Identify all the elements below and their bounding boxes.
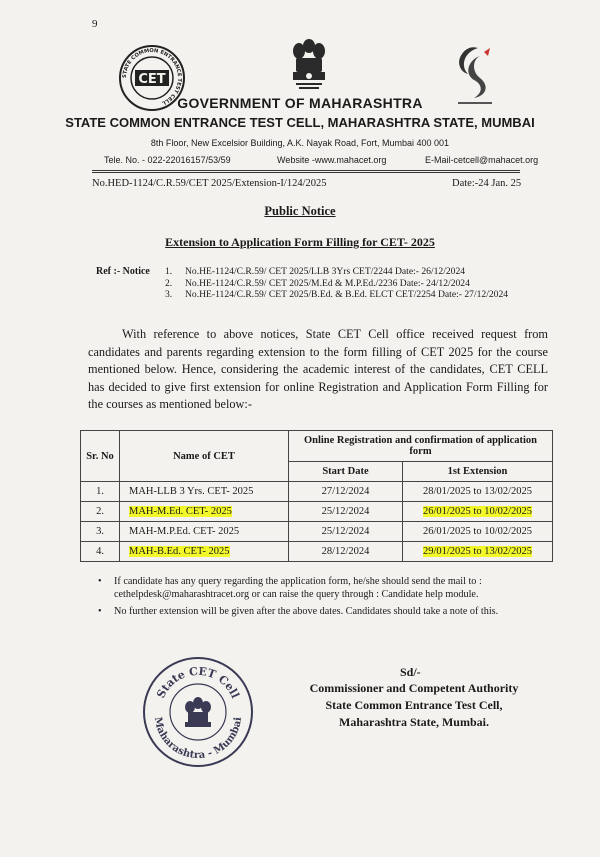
- table-row: 4. MAH-B.Ed. CET- 2025 28/12/2024 29/01/2025 to 13/02/2025: [81, 542, 553, 562]
- official-stamp-icon: [141, 655, 255, 769]
- government-heading: GOVERNMENT OF MAHARASHTRA: [177, 95, 423, 111]
- header-sr: Sr. No: [81, 431, 120, 482]
- signatory-line: Maharashtra State, Mumbai.: [339, 715, 489, 729]
- highlighted-name: MAH-B.Ed. CET- 2025: [129, 546, 230, 557]
- telephone: Tele. No. - 022-22016157/53/59: [104, 155, 231, 165]
- notice-title: Public Notice: [264, 204, 336, 218]
- table-row: 2. MAH-M.Ed. CET- 2025 25/12/2024 26/01/2025 to 10/02/2025: [81, 502, 553, 522]
- extension-table: [80, 430, 553, 562]
- national-emblem-icon: [288, 36, 330, 94]
- bullet-icon: •: [98, 606, 102, 617]
- header-divider: [92, 170, 520, 171]
- body-paragraph: With reference to above notices, State CET Cell office received request from candidates and parents regarding extension to the form filling of CET 2025 for the course mentioned below. Hence, considering the academic interest of the candidates, CET CELL has decided to give first extension for online Registration and Application Form Filling for the courses as mentioned below:-: [88, 327, 548, 411]
- cell-heading: STATE COMMON ENTRANCE TEST CELL, MAHARASHTRA STATE, MUMBAI: [65, 115, 535, 130]
- svg-text:State CET Cell: State CET Cell: [154, 664, 242, 701]
- signatory-line: State Common Entrance Test Cell,: [325, 698, 503, 712]
- signature-mark: Sd/-: [400, 665, 421, 679]
- highlighted-name: MAH-M.Ed. CET- 2025: [129, 506, 232, 517]
- logo-ring-text: STATE COMMON ENTRANCE TEST CELL: [121, 47, 183, 106]
- reference-number: No.HED-1124/C.R.59/CET 2025/Extension-I/124/2025: [92, 178, 327, 189]
- svg-text:Maharashtra - Mumbai: Maharashtra - Mumbai: [151, 716, 244, 762]
- signatory-block: [280, 680, 548, 731]
- logo-text: CET: [138, 72, 166, 87]
- website: Website -www.mahacet.org: [277, 155, 387, 165]
- bullet-icon: •: [98, 576, 102, 587]
- header-first-extension: 1st Extension: [403, 462, 553, 482]
- notice-subtitle: Extension to Application Form Filling for CET- 2025: [165, 235, 435, 249]
- signatory-line: Commissioner and Competent Authority: [309, 681, 519, 695]
- reference-list: [165, 266, 545, 301]
- bullet-list: [98, 575, 550, 622]
- page-number: 9: [92, 18, 98, 30]
- notice-date: Date:-24 Jan. 25: [452, 178, 522, 189]
- highlighted-extension: 26/01/2025 to 10/02/2025: [422, 506, 533, 517]
- header-group: Online Registration and confirmation of application form: [289, 431, 553, 462]
- email: E-Mail-cetcell@mahacet.org: [425, 155, 539, 165]
- bullet-item: • If candidate has any query regarding the application form, he/she should send the mail to : cethelpdesk@maharashtracet.org or can raise the query through : Candidate help module.: [98, 576, 482, 600]
- bullet-item: • No further extension will be given after the above dates. Candidates should take a note of this.: [98, 606, 499, 617]
- table-row: 3. MAH-M.P.Ed. CET- 2025 25/12/2024 26/01/2025 to 10/02/2025: [81, 522, 553, 542]
- table-row: 1. MAH-LLB 3 Yrs. CET- 2025 27/12/2024 28/01/2025 to 13/02/2025: [81, 482, 553, 502]
- header-start-date: Start Date: [289, 462, 403, 482]
- highlighted-extension: 29/01/2025 to 13/02/2025: [422, 546, 533, 557]
- header-name: Name of CET: [120, 431, 289, 482]
- ref-label: Ref :- Notice: [96, 266, 150, 277]
- header-divider-2: [92, 172, 520, 173]
- address: 8th Floor, New Excelsior Building, A.K. Nayak Road, Fort, Mumbai 400 001: [150, 138, 450, 148]
- ref-item: 1. No.HE-1124/C.R.59/ CET 2025/LLB 3Yrs CET/2244 Date:- 26/12/2024: [165, 266, 466, 277]
- ref-item: 2. No.HE-1124/C.R.59/ CET 2025/M.Ed & M.P.Ed./2236 Date:- 24/12/2024: [165, 277, 470, 289]
- ref-item: 3. No.HE-1124/C.R.59/ CET 2025/B.Ed. & B.Ed. ELCT CET/2254 Date:- 27/12/2024: [165, 289, 509, 300]
